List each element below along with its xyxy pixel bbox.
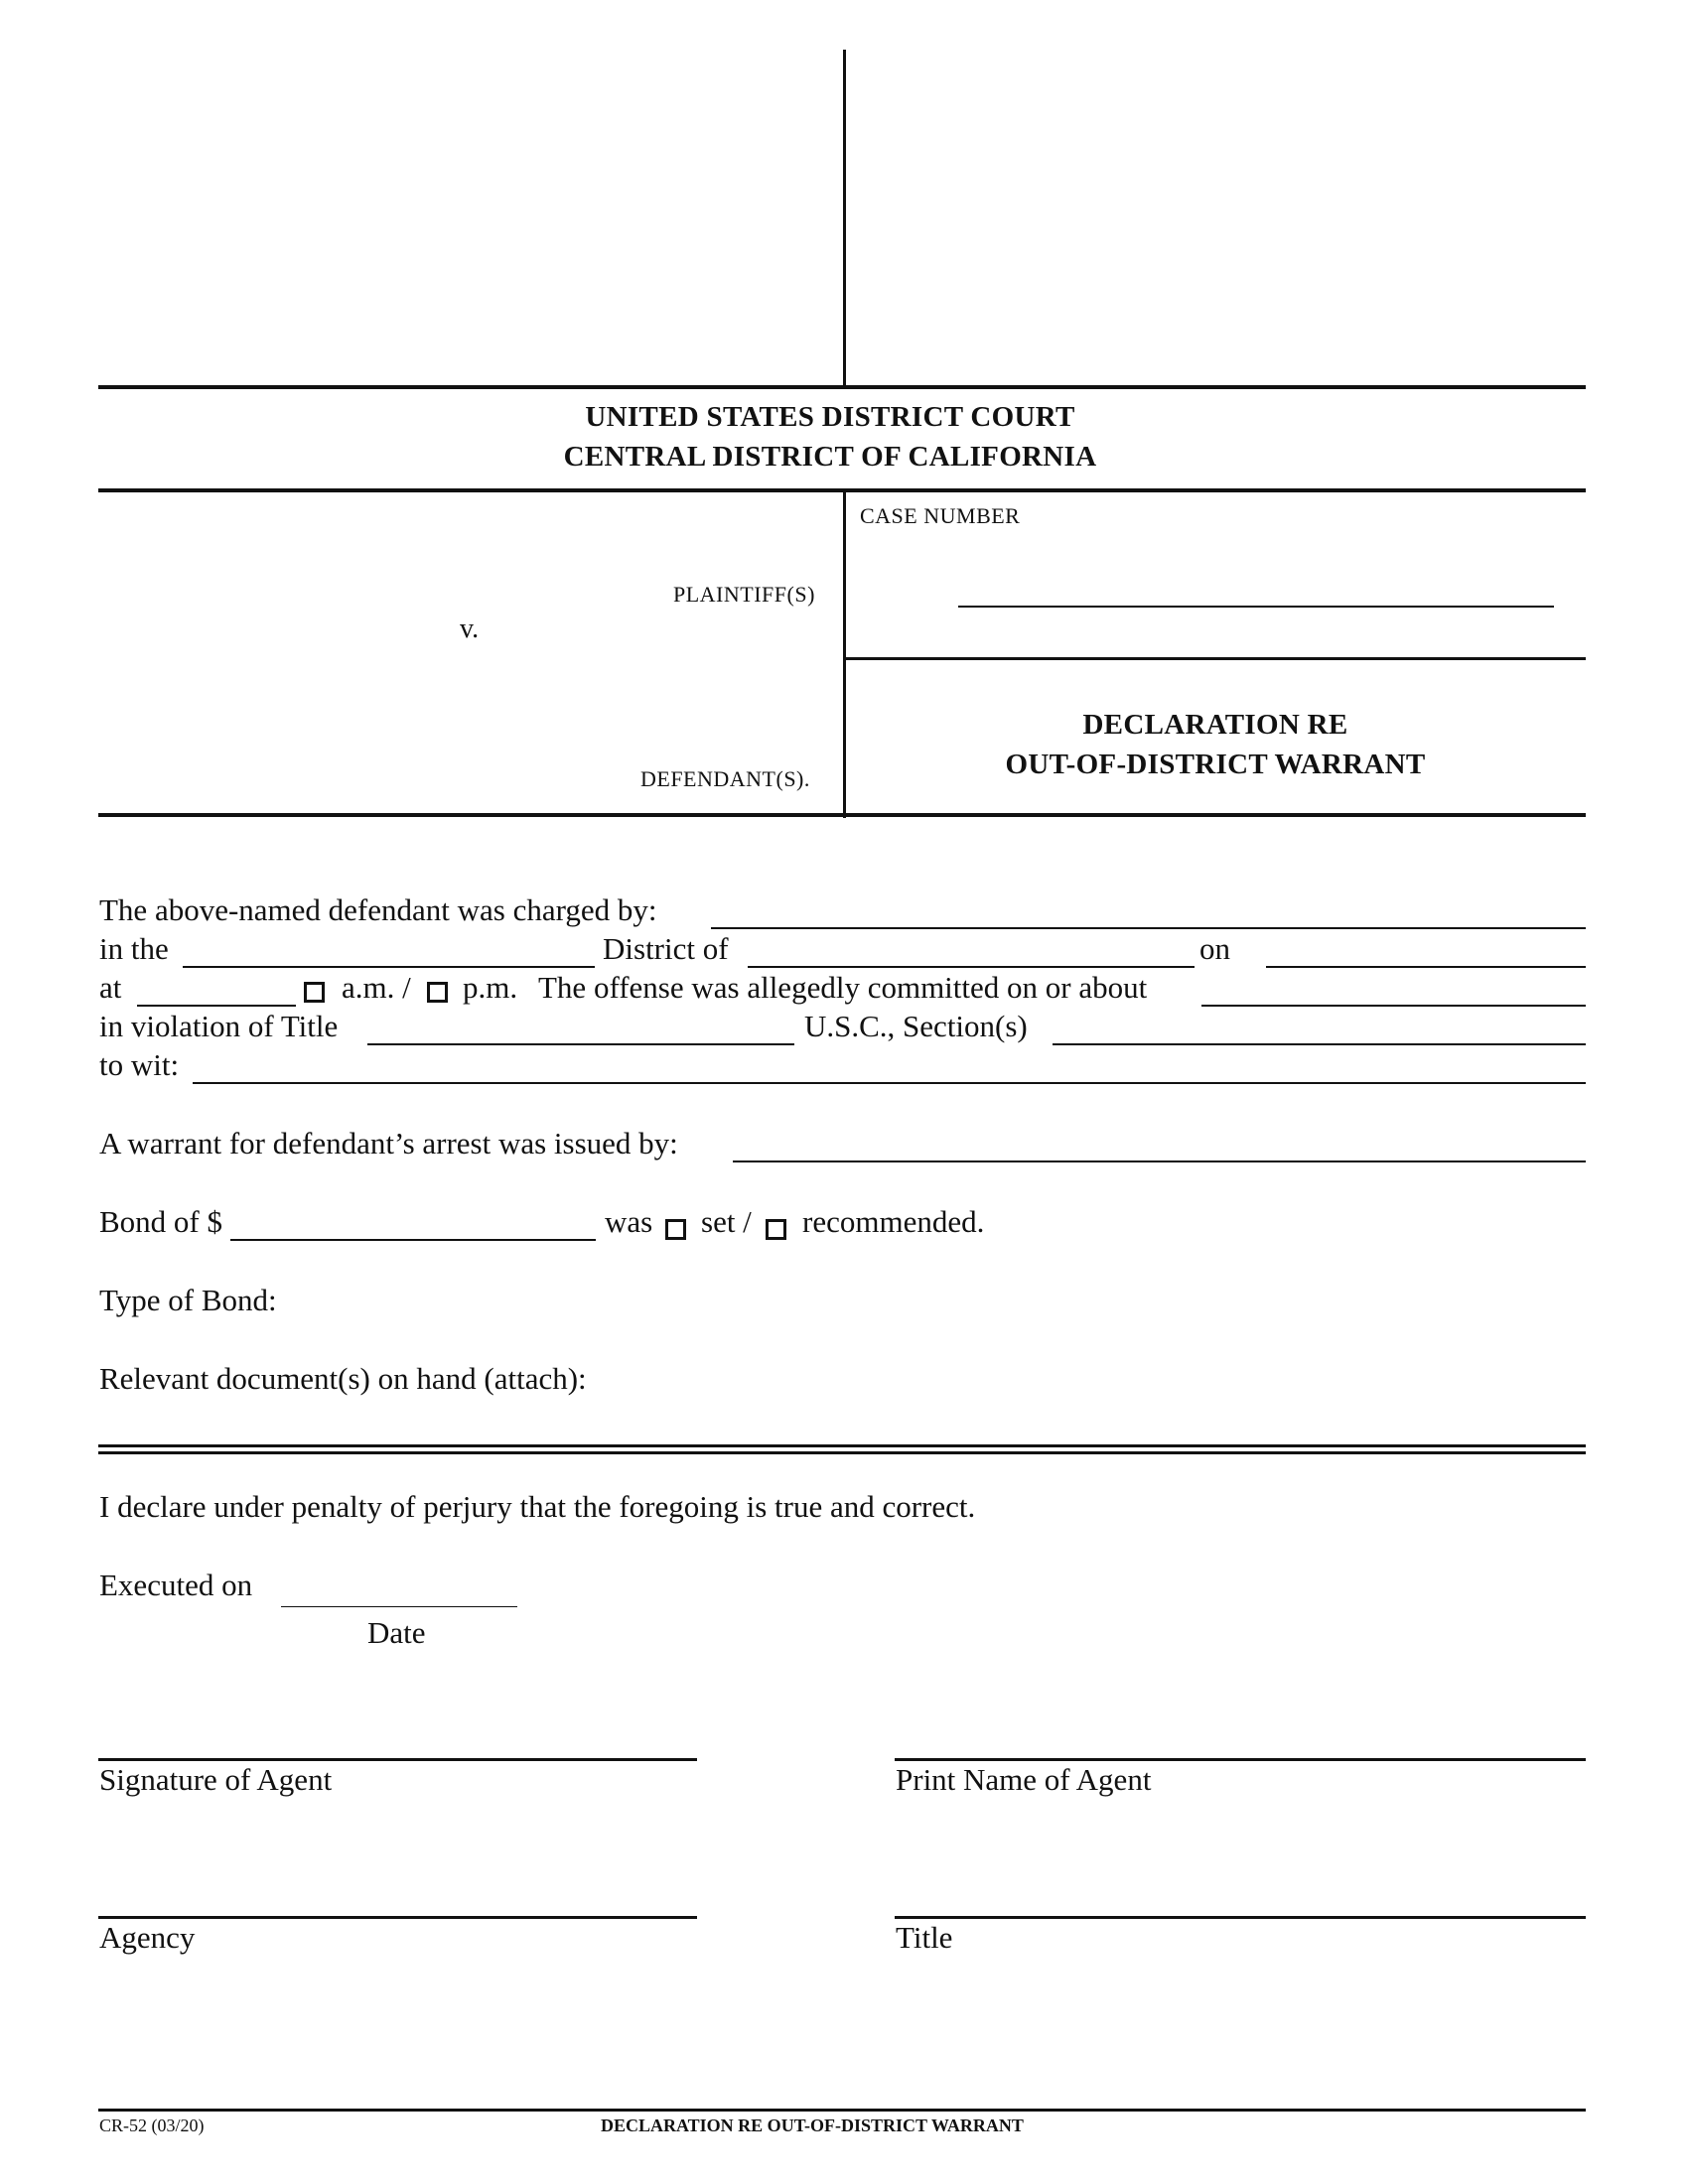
pm-label: p.m. (463, 970, 518, 1005)
violation-title-label: in violation of Title (99, 1009, 339, 1043)
top-divider-line (843, 50, 846, 387)
form-code: CR-52 (03/20) (99, 2116, 205, 2135)
recommended-checkbox[interactable] (766, 1219, 786, 1240)
heading-rule (98, 488, 1586, 492)
offense-date-field[interactable] (1201, 1005, 1586, 1007)
pm-checkbox[interactable] (427, 982, 448, 1003)
warrant-issued-by-field[interactable] (733, 1160, 1586, 1162)
title-signature-field[interactable] (895, 1916, 1586, 1919)
charged-by-field[interactable] (711, 927, 1586, 929)
signature-of-agent-label: Signature of Agent (99, 1762, 333, 1797)
top-rule (98, 385, 1586, 389)
title-label: Title (896, 1920, 953, 1955)
double-rule-top (98, 1444, 1586, 1447)
recommended-label: recommended. (802, 1204, 985, 1239)
agency-field[interactable] (98, 1916, 697, 1919)
in-the-label: in the (99, 931, 169, 966)
time-field[interactable] (137, 1005, 296, 1007)
case-number-label: CASE NUMBER (860, 503, 1021, 528)
bond-of-label: Bond of $ (99, 1204, 222, 1239)
versus-label: v. (460, 614, 480, 644)
am-checkbox[interactable] (304, 982, 325, 1003)
was-label: was (605, 1204, 653, 1239)
perjury-statement: I declare under penalty of perjury that the foregoing is true and correct. (99, 1489, 976, 1524)
executed-on-label: Executed on (99, 1568, 253, 1602)
footer-title: DECLARATION RE OUT-OF-DISTRICT WARRANT (601, 2116, 1024, 2135)
in-the-field[interactable] (183, 966, 595, 968)
signature-of-agent-field[interactable] (98, 1758, 697, 1761)
usc-section-label: U.S.C., Section(s) (804, 1009, 1028, 1043)
to-wit-field[interactable] (193, 1082, 1586, 1084)
charge-date-field[interactable] (1266, 966, 1586, 968)
warrant-issued-by-label: A warrant for defendant’s arrest was issued by: (99, 1126, 678, 1160)
title-field[interactable] (367, 1043, 794, 1045)
document-title-line1: DECLARATION RE (1082, 709, 1348, 741)
double-rule-bottom (98, 1451, 1586, 1454)
offense-label: The offense was allegedly committed on or about (538, 970, 1148, 1005)
caption-bottom-rule (98, 813, 1586, 817)
plaintiffs-label: PLAINTIFF(S) (673, 582, 815, 607)
case-number-field[interactable] (958, 606, 1554, 608)
district-of-field[interactable] (748, 966, 1195, 968)
bond-amount-field[interactable] (230, 1239, 596, 1241)
on-label: on (1199, 931, 1230, 966)
print-name-of-agent-field[interactable] (895, 1758, 1586, 1761)
set-checkbox[interactable] (665, 1219, 686, 1240)
document-title-line2: OUT-OF-DISTRICT WARRANT (1005, 749, 1426, 780)
to-wit-label: to wit: (99, 1047, 180, 1082)
at-label: at (99, 970, 122, 1005)
court-name: UNITED STATES DISTRICT COURT (585, 401, 1075, 433)
relevant-documents-label: Relevant document(s) on hand (attach): (99, 1361, 587, 1396)
agency-label: Agency (99, 1920, 196, 1955)
type-of-bond-label: Type of Bond: (99, 1283, 277, 1317)
print-name-of-agent-label: Print Name of Agent (896, 1762, 1152, 1797)
court-district: CENTRAL DISTRICT OF CALIFORNIA (563, 441, 1097, 473)
executed-date-field[interactable] (281, 1606, 517, 1607)
case-number-rule (845, 657, 1586, 660)
section-field[interactable] (1053, 1043, 1586, 1045)
set-label: set / (701, 1204, 752, 1239)
district-of-label: District of (603, 931, 729, 966)
charged-by-label: The above-named defendant was charged by: (99, 892, 657, 927)
date-label: Date (367, 1615, 426, 1650)
defendants-label: DEFENDANT(S). (640, 766, 810, 791)
footer-rule (98, 2109, 1586, 2112)
am-label: a.m. / (342, 970, 411, 1005)
